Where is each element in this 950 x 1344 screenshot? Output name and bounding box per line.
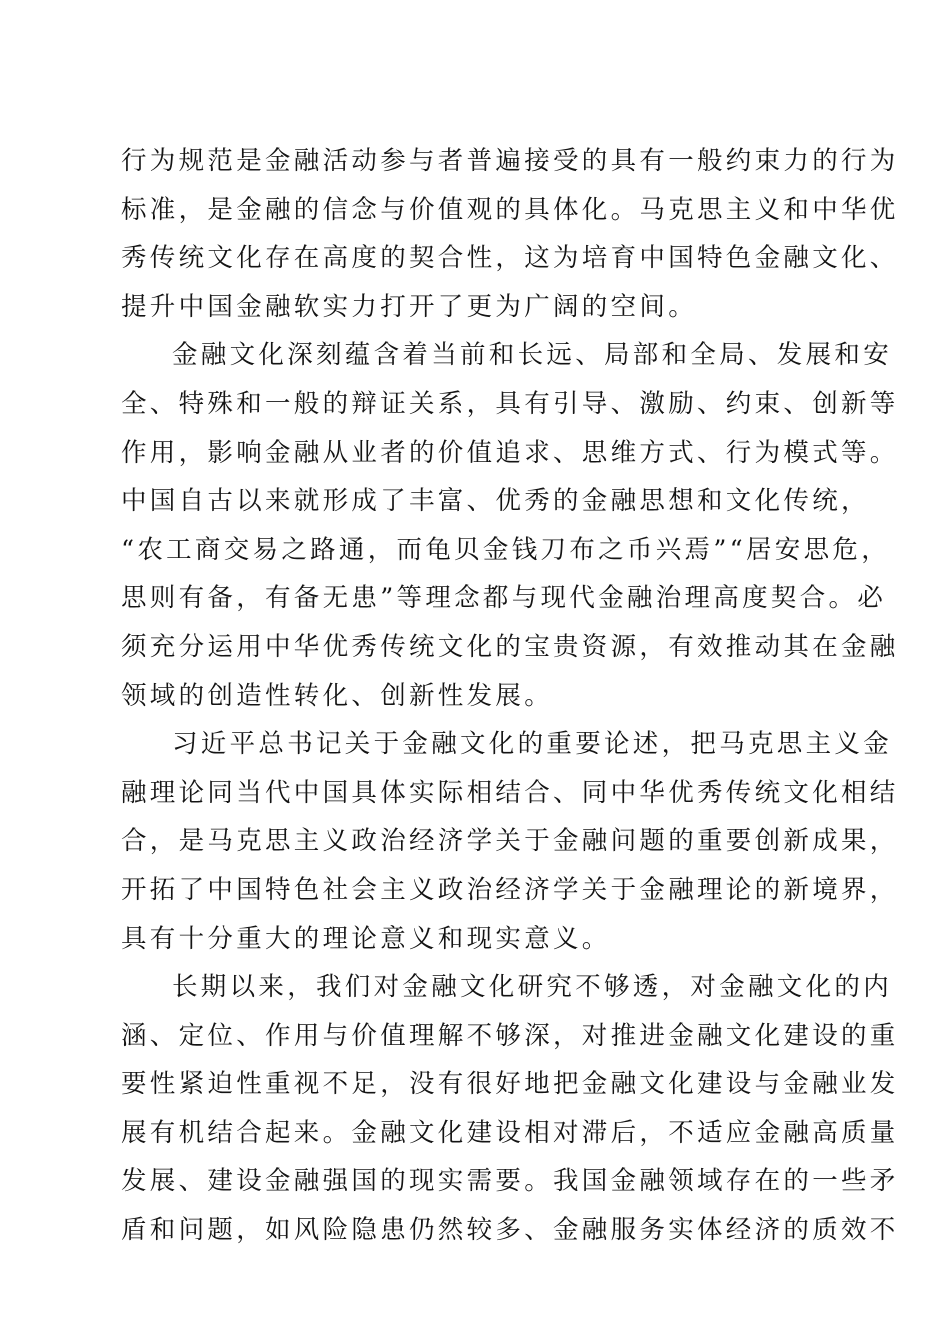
paragraph-first-line: 金融文化深刻蕴含着当前和长远、局部和全局、发展和安 xyxy=(172,340,893,371)
document-body xyxy=(121,137,899,1255)
text-line: 秀传统文化存在高度的契合性，这为培育中国特色金融文化、 xyxy=(121,243,899,274)
text-line: 涵、定位、作用与价值理解不够深，对推进金融文化建设的重 xyxy=(121,1020,899,1051)
text-line: 全、特殊和一般的辩证关系，具有引导、激励、约束、创新等 xyxy=(121,388,899,419)
text-line: 标准，是金融的信念与价值观的具体化。马克思主义和中华优 xyxy=(121,194,899,225)
text-line: 提升中国金融软实力打开了更为广阔的空间。 xyxy=(121,291,698,322)
text-line: 合，是马克思主义政治经济学关于金融问题的重要创新成果， xyxy=(121,826,899,857)
text-line: 盾和问题，如风险隐患仍然较多、金融服务实体经济的质效不 xyxy=(121,1215,899,1246)
text-line: 行为规范是金融活动参与者普遍接受的具有一般约束力的行为 xyxy=(121,146,899,176)
text-line: 展有机结合起来。金融文化建设相对滞后，不适应金融高质量 xyxy=(121,1117,899,1148)
text-line: “农工商交易之路通，而龟贝金钱刀布之币兴焉”“居安思危， xyxy=(121,534,891,565)
text-line: 中国自古以来就形成了丰富、优秀的金融思想和文化传统， xyxy=(121,486,870,517)
text-line: 具有十分重大的理论意义和现实意义。 xyxy=(121,923,611,954)
text-line: 开拓了中国特色社会主义政治经济学关于金融理论的新境界， xyxy=(121,874,899,905)
text-line: 思则有备，有备无患”等理念都与现代金融治理高度契合。必 xyxy=(121,583,887,614)
text-line: 作用，影响金融从业者的价值追求、思维方式、行为模式等。 xyxy=(121,437,899,468)
text-line: 要性紧迫性重视不足，没有很好地把金融文化建设与金融业发 xyxy=(121,1069,899,1100)
paragraph-first-line: 长期以来，我们对金融文化研究不够透，对金融文化的内 xyxy=(172,972,893,1003)
text-line: 发展、建设金融强国的现实需要。我国金融领域存在的一些矛 xyxy=(121,1166,899,1197)
paragraph-first-line: 习近平总书记关于金融文化的重要论述，把马克思主义金 xyxy=(172,729,893,760)
text-line: 融理论同当代中国具体实际相结合、同中华优秀传统文化相结 xyxy=(121,777,899,808)
text-line: 领域的创造性转化、创新性发展。 xyxy=(121,680,554,711)
text-line: 须充分运用中华优秀传统文化的宝贵资源，有效推动其在金融 xyxy=(121,631,899,662)
